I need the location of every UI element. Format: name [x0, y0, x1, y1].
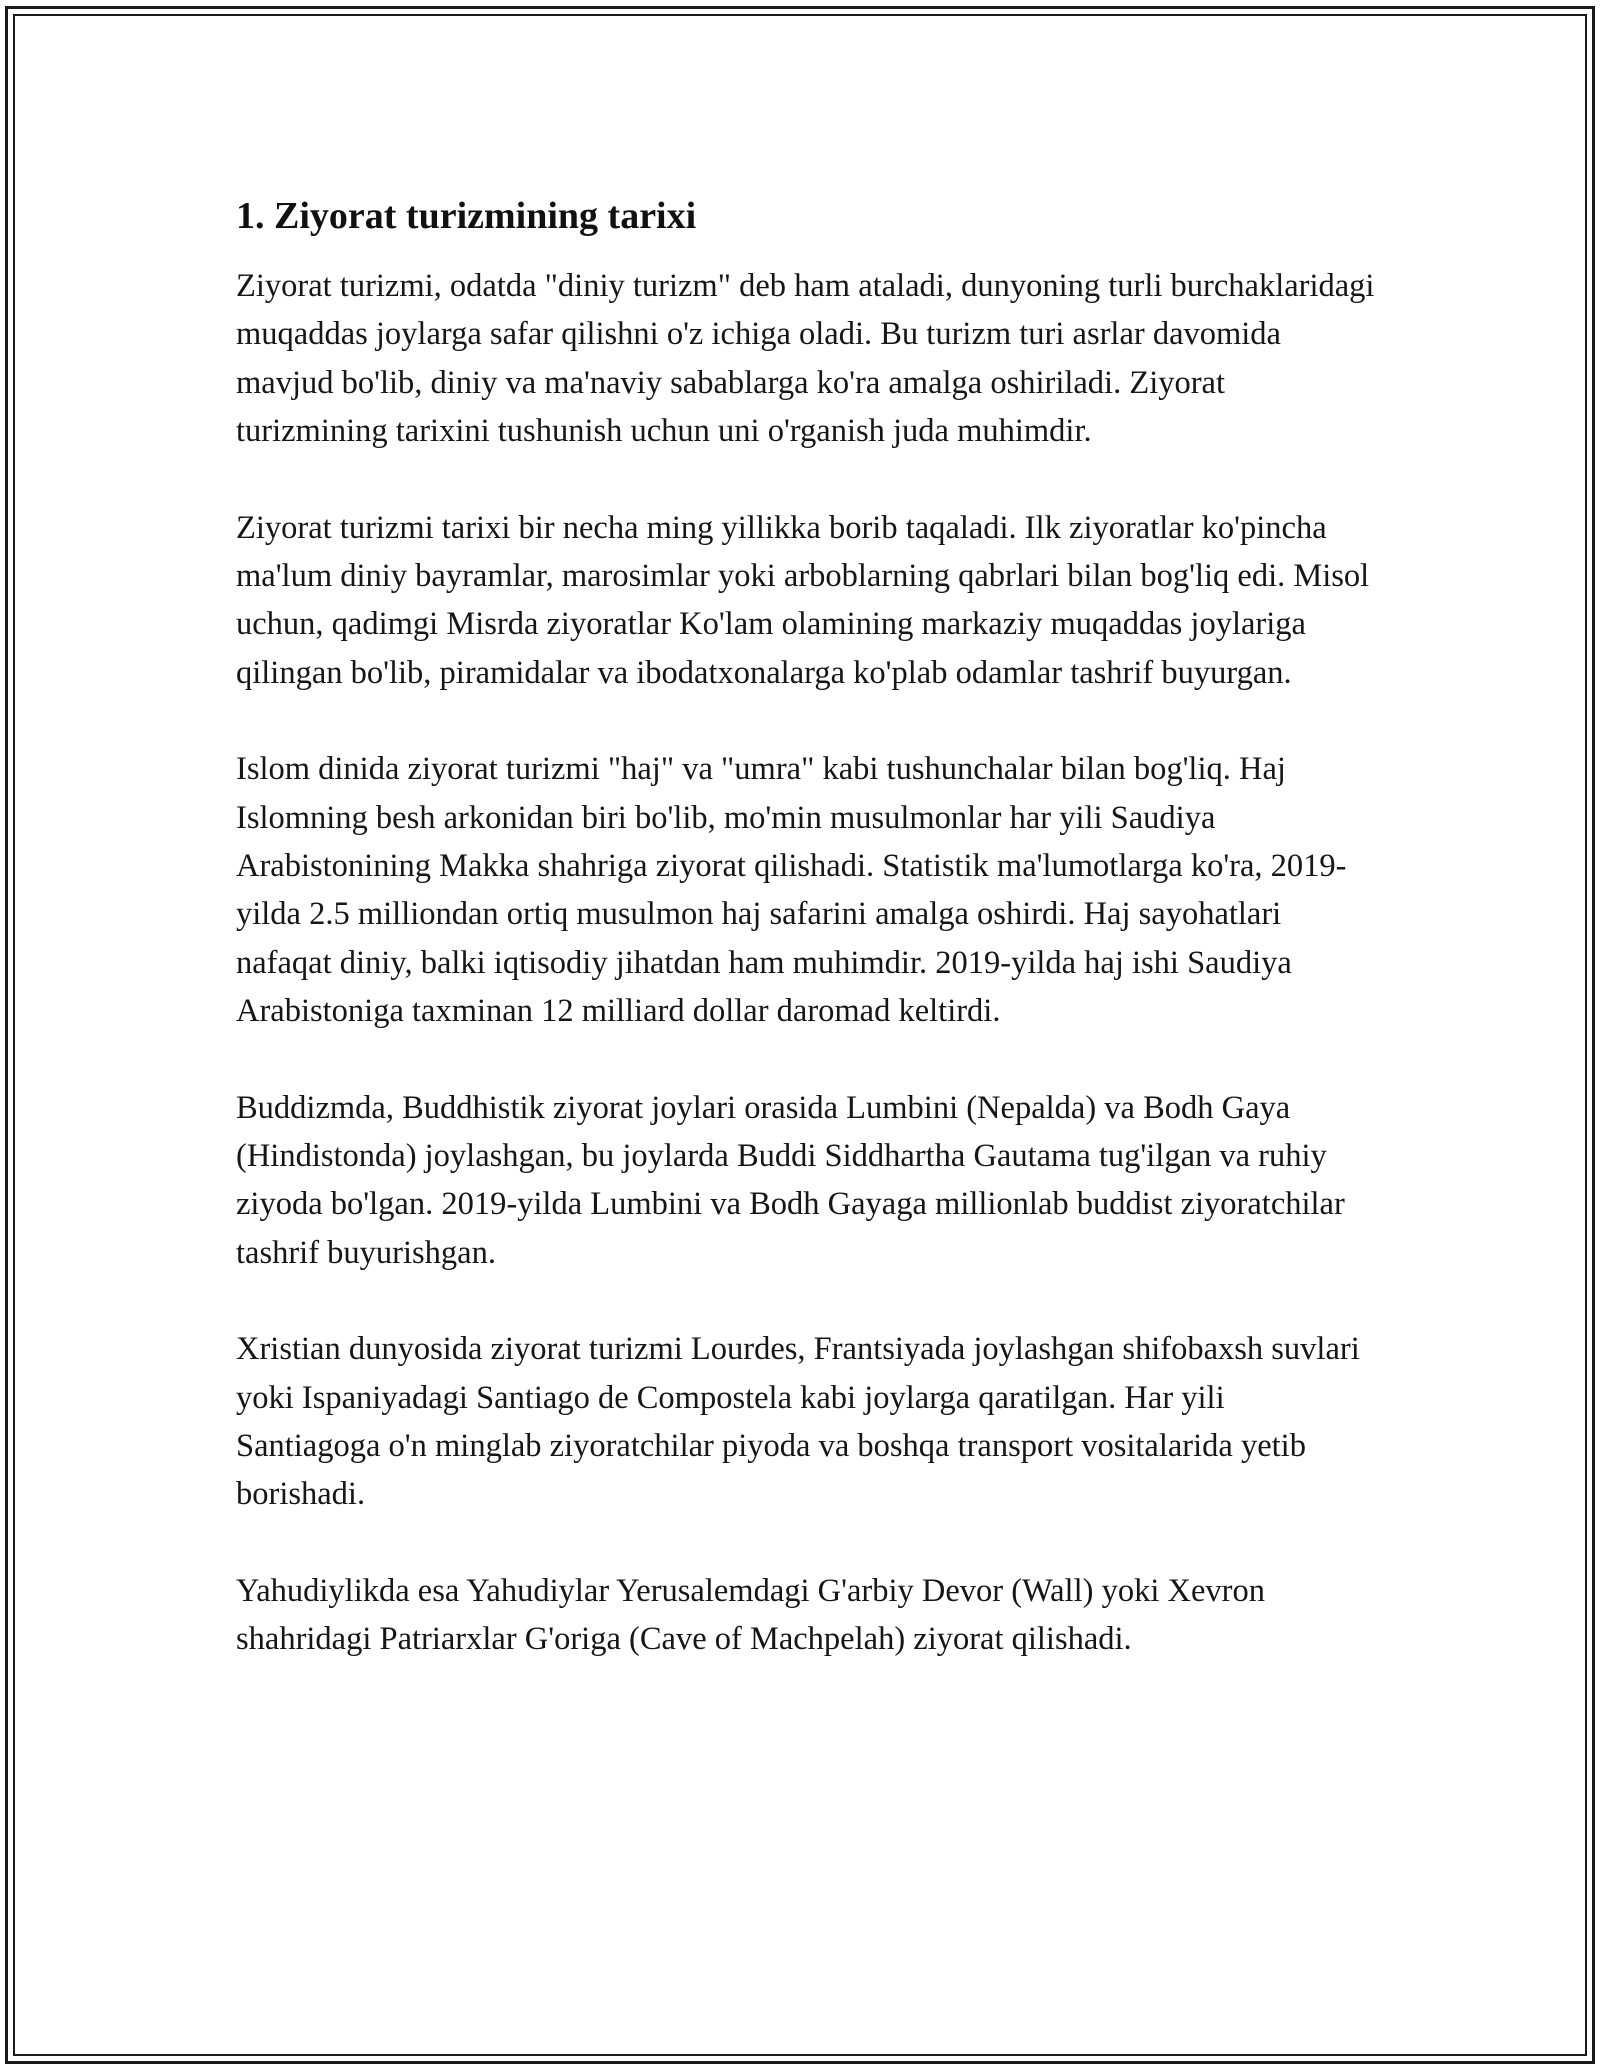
- document-body: [236, 184, 1376, 1712]
- paragraph-christianity: Xristian dunyosida ziyorat turizmi Lourdes, Frantsiyada joylashgan shifobaxsh suvlari yoki Ispaniyadagi Santiago de Compostela kabi joylarga qaratilgan. Har yili Santiagoga o'n minglab ziyoratchilar piyoda va boshqa transport vositalarida yetib borishadi.: [236, 1331, 1360, 1513]
- section-title: 1. Ziyorat turizmining tarixi: [236, 195, 697, 237]
- paragraph-intro: Ziyorat turizmi, odatda "diniy turizm" deb ham ataladi, dunyoning turli burchaklaridagi muqaddas joylarga safar qilishni o'z ichiga oladi. Bu turizm turi asrlar davomida mavjud bo'lib, diniy va ma'naviy sabablarga ko'ra amalga oshiriladi. Ziyorat turizmining tarixini tushunish uchun uni o'rganish juda muhimdir.: [236, 268, 1375, 449]
- paragraph-islam: Islom dinida ziyorat turizmi "haj" va "umra" kabi tushunchalar bilan bog'liq. Haj Islomning besh arkonidan biri bo'lib, mo'min musulmonlar har yili Saudiya Arabistonining Makka shahriga ziyorat qilishadi. Statistik ma'lumotlarga ko'ra, 2019-yilda 2.5 milliondan ortiq musulmon haj safarini amalga oshirdi. Haj sayohatlari nafaqat diniy, balki iqtisodiy jihatdan ham muhimdir. 2019-yilda haj ishi Saudiya Arabistoniga taxminan 12 milliard dollar daromad keltirdi.: [236, 751, 1347, 1029]
- paragraph-ancient-history: Ziyorat turizmi tarixi bir necha ming yillikka borib taqaladi. Ilk ziyoratlar ko'pincha ma'lum diniy bayramlar, marosimlar yoki arboblarning qabrlari bilan bog'liq edi. Misol uchun, qadimgi Misrda ziyoratlar Ko'lam olamining markaziy muqaddas joylariga qilingan bo'lib, piramidalar va ibodatxonalarga ko'plab odamlar tashrif buyurgan.: [236, 509, 1370, 691]
- paragraph-buddhism: Buddizmda, Buddhistik ziyorat joylari orasida Lumbini (Nepalda) va Bodh Gaya (Hindistonda) joylashgan, bu joylarda Buddi Siddhartha Gautama tug'ilgan va ruhiy ziyoda bo'lgan. 2019-yilda Lumbini va Bodh Gayaga millionlab buddist ziyoratchilar tashrif buyurishgan.: [236, 1089, 1345, 1271]
- paragraph-judaism: Yahudiylikda esa Yahudiylar Yerusalemdagi G'arbiy Devor (Wall) yoki Xevron shahridagi Patriarxlar G'origa (Cave of Machpelah) ziyorat qilishadi.: [236, 1573, 1265, 1658]
